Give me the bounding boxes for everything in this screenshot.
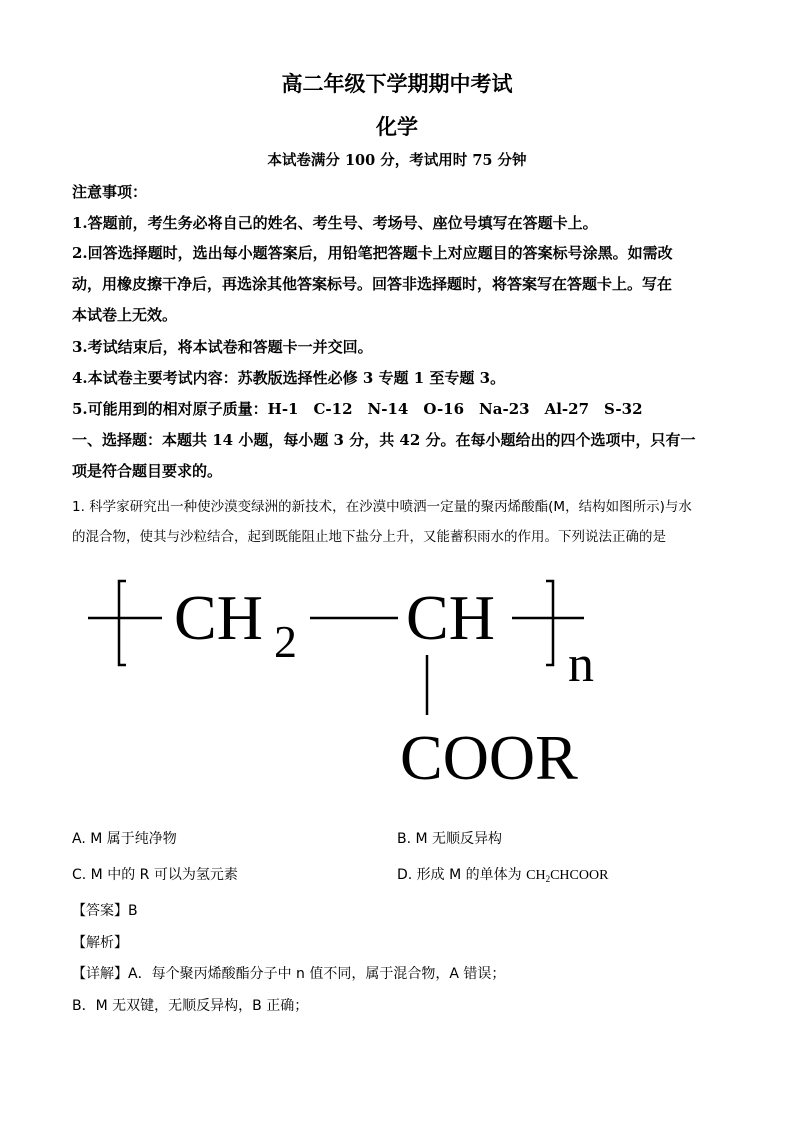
notes-heading: 注意事项： (72, 183, 148, 201)
answer-line (72, 900, 138, 920)
answer-label: 【答案】 (72, 903, 128, 919)
ch-group-label: CH (406, 582, 495, 653)
section-heading-line2: 项是符合题目要求的。 (72, 462, 223, 480)
question-1-stem-line2: 的混合物，使其与沙粒结合，起到既能阻止地下盐分上升，又能蓄积雨水的作用。下列说法正确的是 (72, 529, 666, 545)
note-item-5: 5.可能用到的相对原子质量：H-1 C-12 N-14 O-16 Na-23 Al-27 S-32 (72, 400, 643, 418)
ch2-group-label: CH (174, 582, 263, 653)
option-c: C. M 中的 R 可以为氢元素 (72, 867, 238, 883)
note-item-4: 4.本试卷主要考试内容：苏教版选择性必修 3 专题 1 至专题 3。 (72, 369, 506, 387)
answer-value: B (128, 903, 138, 919)
question-1-stem-line1: 1. 科学家研究出一种使沙漠变绿洲的新技术，在沙漠中喷洒一定量的聚丙烯酸酯(M，结构如图所示)与水 (72, 499, 692, 515)
detail-line-1: 【详解】A．每个聚丙烯酸酯分子中 n 值不同，属于混合物，A 错误； (72, 966, 506, 982)
note-item-3: 3.考试结束后，将本试卷和答题卡一并交回。 (72, 338, 373, 356)
option-d (397, 864, 608, 884)
exam-info: 本试卷满分 100 分，考试用时 75 分钟 (267, 152, 527, 169)
note-item-2-line2: 动，用橡皮擦干净后，再选涂其他答案标号。回答非选择题时，将答案写在答题卡上。写在 (72, 275, 673, 293)
subject-title: 化学 (376, 114, 418, 139)
coor-group-label: COOR (400, 722, 578, 793)
option-d-formula: $CH_2CHCOOR$ (526, 868, 609, 884)
option-d-text: D. 形成 M 的单体为 (397, 867, 527, 883)
repeat-n-label: n (568, 636, 594, 693)
option-b: B. M 无顺反异构 (397, 831, 503, 847)
ch2-subscript: 2 (274, 616, 297, 667)
detail-line-2: B．M 无双键，无顺反异构，B 正确； (72, 998, 309, 1014)
polymer-structure-figure (80, 565, 640, 795)
option-a: A. M 属于纯净物 (72, 831, 177, 847)
note-item-2-line3: 本试卷上无效。 (72, 306, 178, 324)
page-title: 高二年级下学期期中考试 (281, 71, 513, 96)
note-item-2-line1: 2.回答选择题时，选出每小题答案后，用铅笔把答题卡上对应题目的答案标号涂黑。如需改 (72, 244, 673, 262)
analysis-label: 【解析】 (72, 935, 128, 951)
note-item-1: 1.答题前，考生务必将自己的姓名、考生号、考场号、座位号填写在答题卡上。 (72, 214, 598, 232)
section-heading-line1: 一、选择题：本题共 14 小题，每小题 3 分，共 42 分。在每小题给出的四个选项中，只有一 (72, 431, 696, 449)
